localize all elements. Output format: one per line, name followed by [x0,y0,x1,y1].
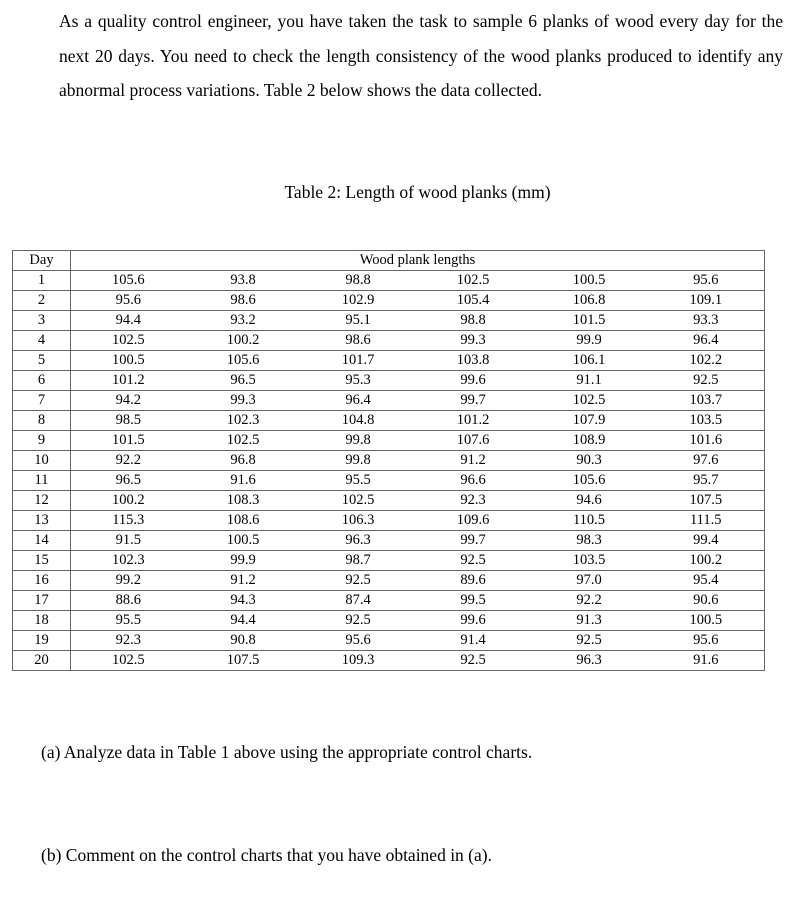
length-cell: 104.8 [301,411,416,431]
day-cell: 10 [13,451,71,471]
length-cell: 99.5 [416,591,531,611]
length-cell: 94.4 [186,611,301,631]
table-row [13,431,765,451]
length-cell: 93.8 [186,271,301,291]
length-cell: 111.5 [648,511,765,531]
length-cell: 96.3 [301,531,416,551]
length-cell: 95.6 [71,291,186,311]
length-cell: 94.2 [71,391,186,411]
length-cell: 103.8 [416,351,531,371]
day-cell: 13 [13,511,71,531]
length-cell: 101.5 [71,431,186,451]
table-header-row [13,251,765,271]
table-row [13,571,765,591]
table-row [13,511,765,531]
length-cell: 96.5 [186,371,301,391]
length-cell: 97.0 [531,571,648,591]
length-cell: 92.2 [71,451,186,471]
intro-paragraph: As a quality control engineer, you have taken the task to sample 6 planks of wood every day for the next 20 days. You need to check the length consistency of the wood planks produced to identify any abnormal process variations. Table 2 below shows the data collected. [59,11,783,100]
length-cell: 107.5 [648,491,765,511]
day-cell: 14 [13,531,71,551]
length-cell: 96.4 [648,331,765,351]
table-row [13,451,765,471]
length-cell: 92.2 [531,591,648,611]
length-cell: 99.7 [416,531,531,551]
length-cell: 90.8 [186,631,301,651]
day-cell: 16 [13,571,71,591]
length-cell: 91.3 [531,611,648,631]
length-cell: 94.4 [71,311,186,331]
length-cell: 102.5 [416,271,531,291]
length-cell: 91.1 [531,371,648,391]
length-cell: 91.6 [648,651,765,671]
length-cell: 99.4 [648,531,765,551]
length-cell: 105.4 [416,291,531,311]
length-cell: 102.5 [531,391,648,411]
length-cell: 100.2 [186,331,301,351]
question-b: (b) Comment on the control charts that you have obtained in (a). [41,845,492,865]
table-row [13,391,765,411]
length-cell: 100.5 [531,271,648,291]
length-cell: 92.5 [301,611,416,631]
length-cell: 95.6 [301,631,416,651]
day-cell: 6 [13,371,71,391]
question-a: (a) Analyze data in Table 1 above using the appropriate control charts. [41,742,533,762]
length-cell: 108.6 [186,511,301,531]
length-cell: 92.5 [416,651,531,671]
length-cell: 91.2 [416,451,531,471]
table-row [13,371,765,391]
length-cell: 98.6 [301,331,416,351]
length-cell: 95.3 [301,371,416,391]
day-cell: 8 [13,411,71,431]
length-cell: 94.6 [531,491,648,511]
table-row [13,551,765,571]
length-cell: 99.8 [301,431,416,451]
length-cell: 106.3 [301,511,416,531]
length-cell: 98.6 [186,291,301,311]
day-cell: 17 [13,591,71,611]
length-cell: 107.6 [416,431,531,451]
length-cell: 95.5 [71,611,186,631]
length-cell: 92.5 [648,371,765,391]
length-cell: 102.3 [186,411,301,431]
lengths-column-header: Wood plank lengths [71,251,765,271]
day-cell: 9 [13,431,71,451]
length-cell: 109.1 [648,291,765,311]
wood-plank-table [12,250,765,671]
length-cell: 106.8 [531,291,648,311]
length-cell: 101.2 [71,371,186,391]
day-cell: 2 [13,291,71,311]
length-cell: 101.2 [416,411,531,431]
day-cell: 7 [13,391,71,411]
length-cell: 98.8 [301,271,416,291]
length-cell: 99.3 [186,391,301,411]
table-row [13,631,765,651]
length-cell: 96.4 [301,391,416,411]
length-cell: 95.7 [648,471,765,491]
length-cell: 98.8 [416,311,531,331]
day-cell: 15 [13,551,71,571]
length-cell: 92.5 [416,551,531,571]
length-cell: 93.3 [648,311,765,331]
length-cell: 92.3 [71,631,186,651]
length-cell: 100.5 [71,351,186,371]
length-cell: 110.5 [531,511,648,531]
length-cell: 106.1 [531,351,648,371]
length-cell: 96.6 [416,471,531,491]
length-cell: 99.7 [416,391,531,411]
day-cell: 4 [13,331,71,351]
length-cell: 99.2 [71,571,186,591]
length-cell: 109.3 [301,651,416,671]
table-row [13,651,765,671]
table-row [13,411,765,431]
length-cell: 102.5 [186,431,301,451]
length-cell: 101.5 [531,311,648,331]
length-cell: 95.5 [301,471,416,491]
length-cell: 102.5 [71,651,186,671]
length-cell: 100.2 [648,551,765,571]
length-cell: 99.9 [531,331,648,351]
length-cell: 91.5 [71,531,186,551]
table-row [13,491,765,511]
length-cell: 98.5 [71,411,186,431]
length-cell: 91.4 [416,631,531,651]
length-cell: 115.3 [71,511,186,531]
length-cell: 102.3 [71,551,186,571]
length-cell: 103.7 [648,391,765,411]
length-cell: 109.6 [416,511,531,531]
length-cell: 99.6 [416,371,531,391]
length-cell: 103.5 [648,411,765,431]
length-cell: 93.2 [186,311,301,331]
length-cell: 100.5 [648,611,765,631]
length-cell: 102.5 [301,491,416,511]
day-column-header: Day [13,251,71,271]
table-caption: Table 2: Length of wood planks (mm) [284,182,551,202]
length-cell: 100.5 [186,531,301,551]
day-cell: 1 [13,271,71,291]
length-cell: 108.9 [531,431,648,451]
table-row [13,271,765,291]
length-cell: 95.6 [648,271,765,291]
day-cell: 11 [13,471,71,491]
length-cell: 101.6 [648,431,765,451]
length-cell: 100.2 [71,491,186,511]
length-cell: 90.3 [531,451,648,471]
length-cell: 97.6 [648,451,765,471]
length-cell: 107.5 [186,651,301,671]
length-cell: 99.9 [186,551,301,571]
day-cell: 19 [13,631,71,651]
length-cell: 88.6 [71,591,186,611]
length-cell: 87.4 [301,591,416,611]
day-cell: 5 [13,351,71,371]
day-cell: 20 [13,651,71,671]
day-cell: 18 [13,611,71,631]
length-cell: 96.8 [186,451,301,471]
length-cell: 92.5 [301,571,416,591]
table-row [13,311,765,331]
length-cell: 99.3 [416,331,531,351]
length-cell: 102.9 [301,291,416,311]
table-row [13,351,765,371]
length-cell: 91.2 [186,571,301,591]
table-row [13,531,765,551]
length-cell: 102.2 [648,351,765,371]
table-row [13,331,765,351]
day-cell: 3 [13,311,71,331]
length-cell: 89.6 [416,571,531,591]
length-cell: 102.5 [71,331,186,351]
length-cell: 92.5 [531,631,648,651]
length-cell: 95.1 [301,311,416,331]
length-cell: 103.5 [531,551,648,571]
length-cell: 108.3 [186,491,301,511]
length-cell: 90.6 [648,591,765,611]
length-cell: 95.6 [648,631,765,651]
length-cell: 105.6 [531,471,648,491]
table-row [13,611,765,631]
length-cell: 96.3 [531,651,648,671]
table-row [13,471,765,491]
length-cell: 94.3 [186,591,301,611]
length-cell: 92.3 [416,491,531,511]
length-cell: 105.6 [186,351,301,371]
length-cell: 99.8 [301,451,416,471]
length-cell: 96.5 [71,471,186,491]
table-row [13,291,765,311]
length-cell: 107.9 [531,411,648,431]
table-row [13,591,765,611]
length-cell: 105.6 [71,271,186,291]
length-cell: 99.6 [416,611,531,631]
length-cell: 101.7 [301,351,416,371]
length-cell: 95.4 [648,571,765,591]
length-cell: 98.7 [301,551,416,571]
length-cell: 91.6 [186,471,301,491]
length-cell: 98.3 [531,531,648,551]
day-cell: 12 [13,491,71,511]
